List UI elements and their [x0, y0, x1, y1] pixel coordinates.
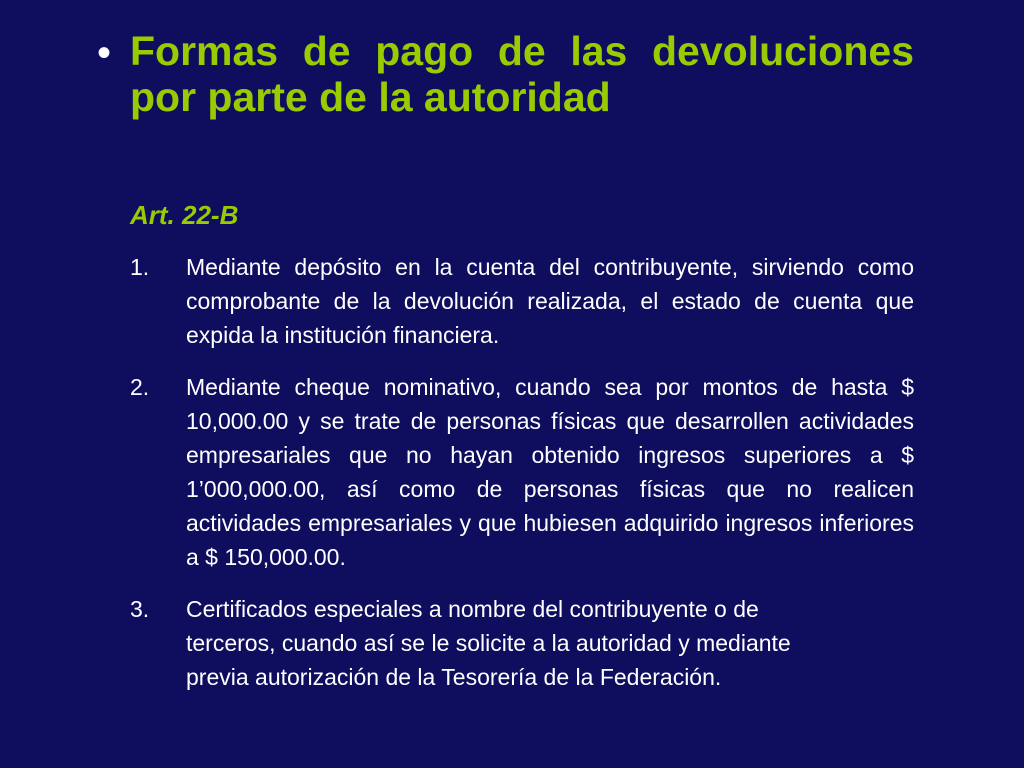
- list-item-number: 3.: [130, 596, 150, 622]
- slide-title: Formas de pago de las devoluciones por parte de la autoridad: [130, 28, 914, 120]
- list-item-number: 2.: [130, 374, 150, 400]
- list-item: [130, 592, 914, 694]
- list-item-text: Mediante cheque nominativo, cuando sea por montos de hasta $ 10,000.00 y se trate de personas físicas que desarrollen actividades empresariales que no hayan obtenido ingresos superiores a $ 1’000,000.00, así como de personas físicas que no realicen actividades empresariales y que hubiesen adquirido ingresos inferiores a $ 150,000.00.: [186, 374, 914, 570]
- payment-methods-list: [130, 250, 914, 694]
- list-item: [130, 250, 914, 352]
- list-item-number: 1.: [130, 254, 150, 280]
- article-reference: Art. 22-B: [130, 200, 239, 230]
- list-item-text: Certificados especiales a nombre del contribuyente o de terceros, cuando así se le solicite a la autoridad y mediante previa autorización de la Tesorería de la Federación.: [186, 596, 791, 690]
- list-item: [130, 370, 914, 574]
- list-item-text: Mediante depósito en la cuenta del contribuyente, sirviendo como comprobante de la devolución realizada, el estado de cuenta que expida la institución financiera.: [186, 254, 914, 348]
- title-bullet: •: [97, 31, 112, 75]
